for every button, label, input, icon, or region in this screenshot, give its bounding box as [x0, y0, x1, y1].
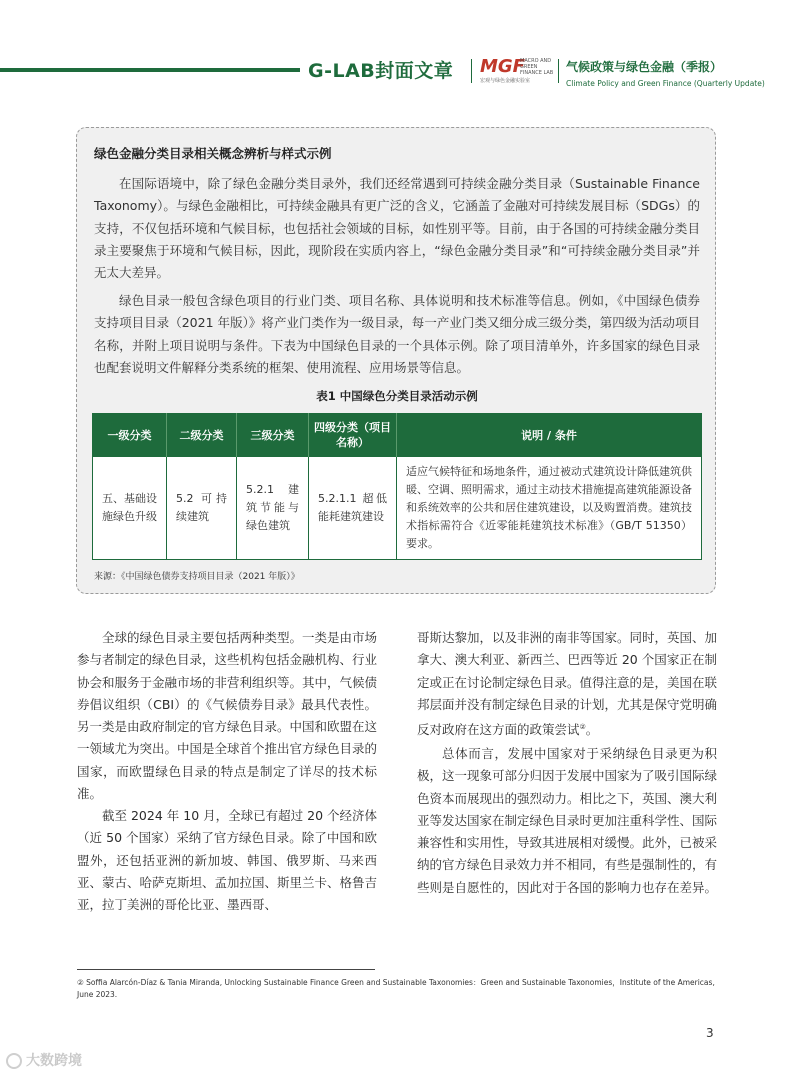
- table-header: 一级分类: [93, 414, 167, 457]
- table-cell: 5.2.1.1 超低能耗建筑建设: [309, 457, 397, 560]
- table-cell: 适应气候特征和场地条件，通过被动式建筑设计降低建筑供暖、空调、照明需求，通过主动技术措施提高建筑能源设备和系统效率的公共和居住建筑建设，以及购置消费。建筑技术指标需符合《近零能耗建筑技术标准》（GB/T 51350）要求。: [397, 457, 702, 560]
- header-divider: [558, 59, 559, 83]
- left-paragraph-1: 全球的绿色目录主要包括两种类型。一类是由市场参与者制定的绿色目录，这些机构包括金融机构、行业协会和服务于金融市场的非营利组织等。其中，气候债券倡议组织（CBI）的《气候债券目录》最具代表性。另一类是由政府制定的官方绿色目录。中国和欧盟在这一领域尤为突出。中国是全球首个推出官方绿色目录的国家，而欧盟绿色目录的特点是制定了详尽的技术标准。: [77, 630, 378, 802]
- mgf-logo-cn: 宏观与绿色金融实验室: [480, 78, 531, 84]
- journal-title: [566, 58, 765, 88]
- footnote: ② Soffia Alarcón-Díaz & Tania Miranda, Unlocking Sustainable Finance Green and Sustainable Taxonomies：Green and Sustainable Taxonomies，Institute of the Americas, June 2023.: [77, 978, 715, 999]
- box-paragraph-1: 在国际语境中，除了绿色金融分类目录外，我们还经常遇到可持续金融分类目录（Sustainable Finance Taxonomy）。与绿色金融相比，可持续金融具有更广泛的含义，它涵盖了金融对可持续发展目标（SDGs）的支持，不仅包括环境和气候目标，也包括社会领域的目标，如性别平等。目前，由于各国的可持续金融分类目录主要聚焦于环境和气候目标，因此，现阶段在实质内容上，“绿色金融分类目录”和“可持续金融分类目录”并无太大差异。: [94, 176, 700, 281]
- table-source: 来源：《中国绿色债券支持项目目录（2021 年版）》: [94, 572, 300, 582]
- table-cell: 五、基础设施绿色升级: [93, 457, 167, 560]
- page-number: 3: [706, 1026, 714, 1040]
- right-paragraph-1-end: 。: [585, 722, 599, 738]
- table-header: 二级分类: [167, 414, 237, 457]
- watermark-text: 大数跨境: [26, 1053, 82, 1069]
- right-paragraph-1: [417, 627, 717, 742]
- table-header: 三级分类: [237, 414, 309, 457]
- right-paragraph-1-text: 哥斯达黎加，以及非洲的南非等国家。同时，英国、加拿大、澳大利亚、新西兰、巴西等近 20 个国家正在制定或正在讨论制定绿色目录。值得注意的是，美国在联邦层面并没有制定绿色目录的计划，尤其是保守党明确反对政府在这方面的政策尝试: [417, 630, 718, 738]
- concept-box: [76, 127, 716, 594]
- table-header-row: [93, 414, 702, 457]
- left-paragraph-2: 截至 2024 年 10 月，全球已有超过 20 个经济体（近 50 个国家）采纳了官方绿色目录。除了中国和欧盟外，还包括亚洲的新加坡、韩国、俄罗斯、马来西亚、蒙古、哈萨克斯坦、孟加拉国、斯里兰卡、格鲁吉亚，拉丁美洲的哥伦比亚、墨西哥、: [77, 808, 378, 913]
- footnote-ref: ②: [579, 723, 586, 732]
- section-title: G-LAB封面文章: [308, 60, 454, 82]
- table-header: 说明 / 条件: [397, 414, 702, 457]
- table-header: 四级分类（项目名称）: [309, 414, 397, 457]
- journal-title-cn: 气候政策与绿色金融（季报）: [566, 60, 723, 74]
- watermark: [6, 1050, 82, 1070]
- mgf-logo: MGF: [480, 56, 525, 77]
- header-divider: [471, 59, 472, 83]
- table-caption: 表1 中国绿色分类目录活动示例: [316, 389, 478, 403]
- mgf-logo-subtext: MACRO AND GREEN FINANCE LAB: [520, 58, 554, 76]
- box-title: 绿色金融分类目录相关概念辨析与样式示例: [94, 146, 332, 161]
- taxonomy-table: [92, 413, 702, 560]
- header-rule: [0, 68, 300, 72]
- watermark-icon: [6, 1053, 22, 1069]
- box-paragraph-2: 绿色目录一般包含绿色项目的行业门类、项目名称、具体说明和技术标准等信息。例如，《中国绿色债券支持项目目录（2021 年版）》将产业门类作为一级目录，每一产业门类又细分成三级分类，第四级为活动项目名称，并附上项目说明与条件。下表为中国绿色目录的一个具体示例。除了项目清单外，许多国家的绿色目录也配套说明文件解释分类系统的框架、使用流程、应用场景等信息。: [94, 293, 700, 375]
- journal-title-en: Climate Policy and Green Finance (Quarterly Update): [566, 79, 765, 88]
- table-cell: 5.2.1 建筑节能与绿色建筑: [237, 457, 309, 560]
- table-row: [93, 457, 702, 560]
- footnote-rule: [77, 969, 375, 970]
- table-cell: 5.2 可持续建筑: [167, 457, 237, 560]
- right-paragraph-2: 总体而言，发展中国家对于采纳绿色目录更为积极，这一现象可部分归因于发展中国家为了吸引国际绿色资本而展现出的强烈动力。相比之下，英国、澳大利亚等发达国家在制定绿色目录时更加注重科学性、国际兼容性和实用性，导致其进展相对缓慢。此外，已被采纳的官方绿色目录效力并不相同，有些是强制性的，有些则是自愿性的，因此对于各国的影响力也存在差异。: [417, 746, 718, 895]
